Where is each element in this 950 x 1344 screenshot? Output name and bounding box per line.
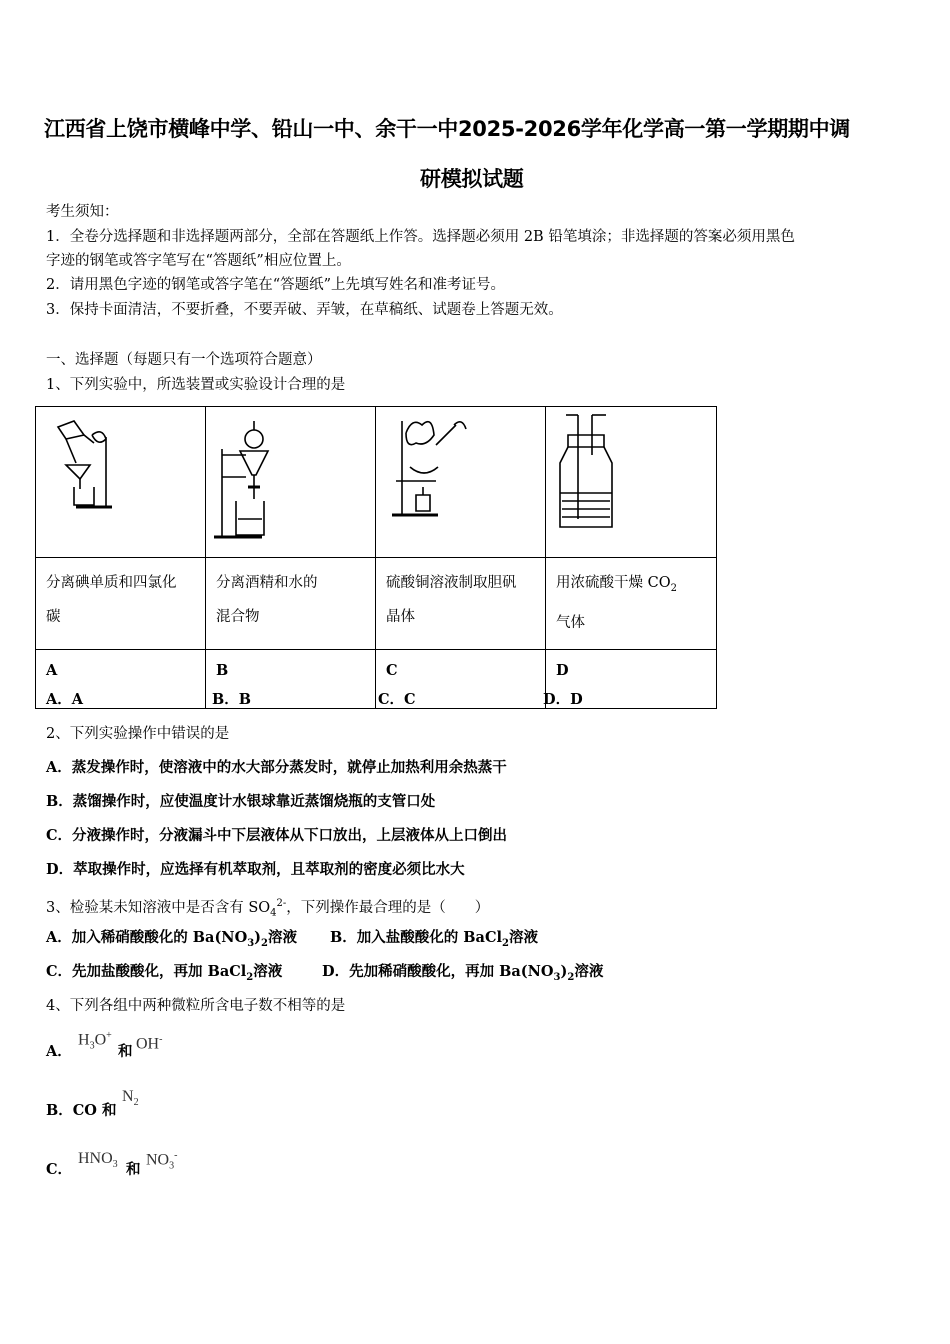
q4-a-formula-2: OH- [136, 1034, 163, 1053]
notice-item-3: 3．保持卡面清洁，不要折叠，不要弄破、弄皱，在草稿纸、试题卷上答题无效。 [46, 302, 563, 318]
q4-option-b[interactable]: B．CO 和 [46, 1102, 117, 1119]
caption-a: 分离碘单质和四氯化 碳 [36, 558, 206, 650]
q4-c-and: 和 [126, 1161, 141, 1178]
notice-heading: 考生须知： [46, 204, 119, 220]
q4-c-formula-2: $NO_3^-$ [146, 1150, 178, 1172]
section-heading: 一、选择题（每题只有一个选项符合题意） [46, 352, 322, 368]
exam-title-line2: 研模拟试题 [420, 167, 524, 191]
label-b: B [206, 650, 376, 709]
q2-option-b[interactable]: B．蒸馏操作时，应使温度计水银球靠近蒸馏烧瓶的支管口处 [46, 793, 436, 810]
q4-c-formula-1: $HNO_3$ [78, 1150, 118, 1171]
separatory-funnel-icon [206, 407, 376, 553]
question-4-stem: 4、下列各组中两种微粒所含电子数不相等的是 [46, 998, 346, 1014]
question-1-stem: 1、下列实验中，所选装置或实验设计合理的是 [46, 377, 346, 393]
figure-cell-c [376, 407, 546, 558]
q3-option-c[interactable]: C．先加盐酸酸化，再加 BaCl$_2$溶液 [46, 963, 283, 983]
q3-option-b[interactable]: B．加入盐酸酸化的 BaCl$_2$溶液 [330, 929, 538, 949]
caption-d: 用浓硫酸干燥 $CO_2$ 气体 [546, 558, 717, 650]
caption-b: 分离酒精和水的 混合物 [206, 558, 376, 650]
question-1-table [35, 406, 717, 709]
evaporation-dish-icon [376, 407, 546, 553]
caption-c: 硫酸铜溶液制取胆矾 晶体 [376, 558, 546, 650]
gas-washing-bottle-icon [546, 407, 717, 553]
figure-cell-d [546, 407, 717, 558]
q4-option-c[interactable]: C． [46, 1161, 73, 1178]
q4-a-formula-1: $H_3O^+$ [78, 1030, 112, 1052]
exam-title-line1: 江西省上饶市横峰中学、铅山一中、余干一中2025-2026学年化学高一第一学期期中调 [44, 117, 851, 141]
q2-option-c[interactable]: C．分液操作时，分液漏斗中下层液体从下口放出，上层液体从上口倒出 [46, 827, 508, 844]
notice-item-1-cont: 字迹的钢笔或答字笔写在“答题纸”相应位置上。 [46, 253, 351, 269]
notice-item-2: 2．请用黑色字迹的钢笔或答字笔在“答题纸”上先填写姓名和准考证号。 [46, 277, 506, 293]
question-2-stem: 2、下列实验操作中错误的是 [46, 726, 230, 742]
question-3-stem: 3、检验某未知溶液中是否含有 $SO_4^{2-}$，下列操作最合理的是（ ） [46, 898, 490, 919]
q2-option-d[interactable]: D．萃取操作时，应选择有机萃取剂，且萃取剂的密度必须比水大 [46, 861, 465, 878]
label-c: C [376, 650, 546, 709]
label-d: D [546, 650, 717, 709]
q4-option-a[interactable]: A． [46, 1043, 72, 1060]
q1-option-d[interactable]: D．D [543, 691, 583, 708]
notice-item-1: 1．全卷分选择题和非选择题两部分，全部在答题纸上作答。选择题必须用 2B 铅笔填涂；非选择题的答案必须用黑色 [46, 229, 795, 245]
q1-option-c[interactable]: C．C [378, 691, 416, 708]
filtration-apparatus-icon [36, 407, 206, 553]
q3-option-a[interactable]: A．加入稀硝酸酸化的 $Ba(NO_3)_2$溶液 [46, 929, 298, 949]
q3-option-d[interactable]: D．先加稀硝酸酸化，再加 $Ba(NO_3)_2$溶液 [322, 963, 604, 983]
q2-option-a[interactable]: A．蒸发操作时，使溶液中的水大部分蒸发时，就停止加热利用余热蒸干 [46, 759, 507, 776]
label-a: A [36, 650, 206, 709]
q1-option-b[interactable]: B．B [212, 691, 252, 708]
figure-cell-b [206, 407, 376, 558]
figure-cell-a [36, 407, 206, 558]
q4-b-formula: $N_2$ [122, 1088, 139, 1109]
q4-a-and: 和 [118, 1043, 133, 1060]
q1-option-a[interactable]: A．A [46, 691, 84, 708]
